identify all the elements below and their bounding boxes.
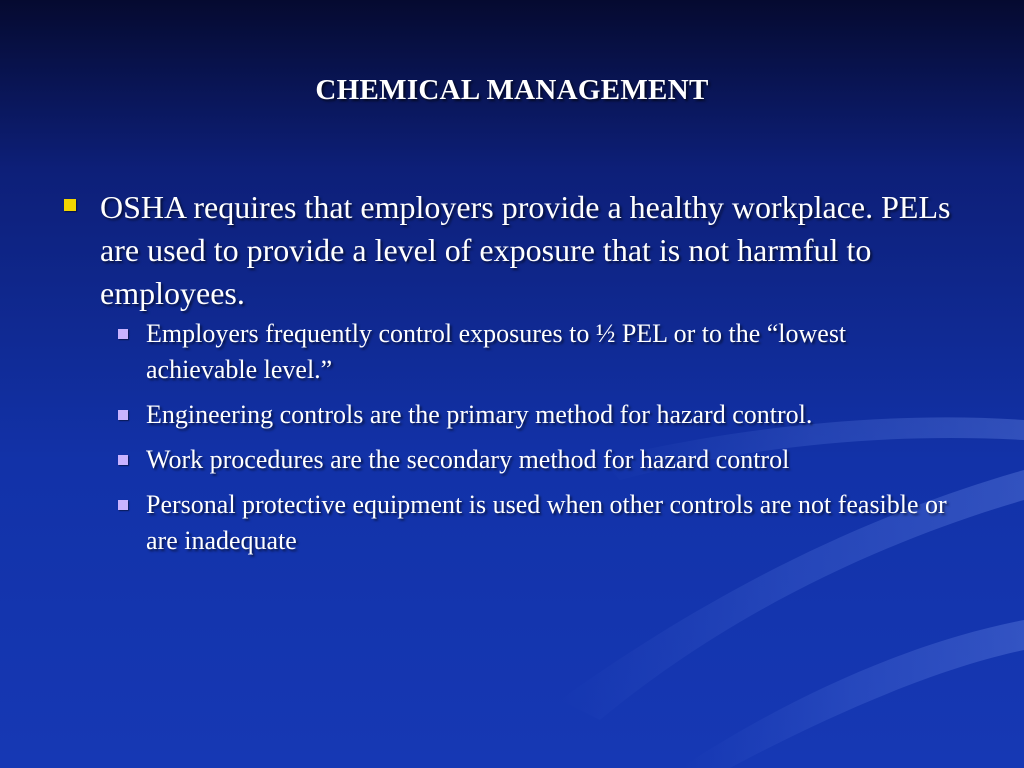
square-bullet-icon [118, 329, 128, 339]
sub-bullet-item [62, 487, 962, 559]
square-bullet-icon [118, 410, 128, 420]
sub-bullet-text: Work procedures are the secondary method for hazard control [146, 445, 790, 474]
main-bullet-item [62, 186, 962, 315]
sub-bullet-text: Engineering controls are the primary method for hazard control. [146, 400, 813, 429]
square-bullet-icon [118, 500, 128, 510]
square-bullet-icon [64, 199, 76, 211]
sub-bullet-text: Employers frequently control exposures to ½ PEL or to the “lowest achievable level.” [146, 319, 847, 384]
main-bullet-text: OSHA requires that employers provide a healthy workplace. PELs are used to provide a level of exposure that is not harmful to employees. [100, 189, 951, 311]
bullet-list [62, 186, 962, 568]
square-bullet-icon [118, 455, 128, 465]
slide-title: CHEMICAL MANAGEMENT [315, 74, 709, 106]
sub-bullet-text: Personal protective equipment is used when other controls are not feasible or are inadequate [146, 490, 947, 555]
sub-bullet-item [62, 316, 962, 388]
sub-bullet-list [62, 316, 962, 559]
sub-bullet-item [62, 442, 962, 478]
sub-bullet-item [62, 397, 962, 433]
